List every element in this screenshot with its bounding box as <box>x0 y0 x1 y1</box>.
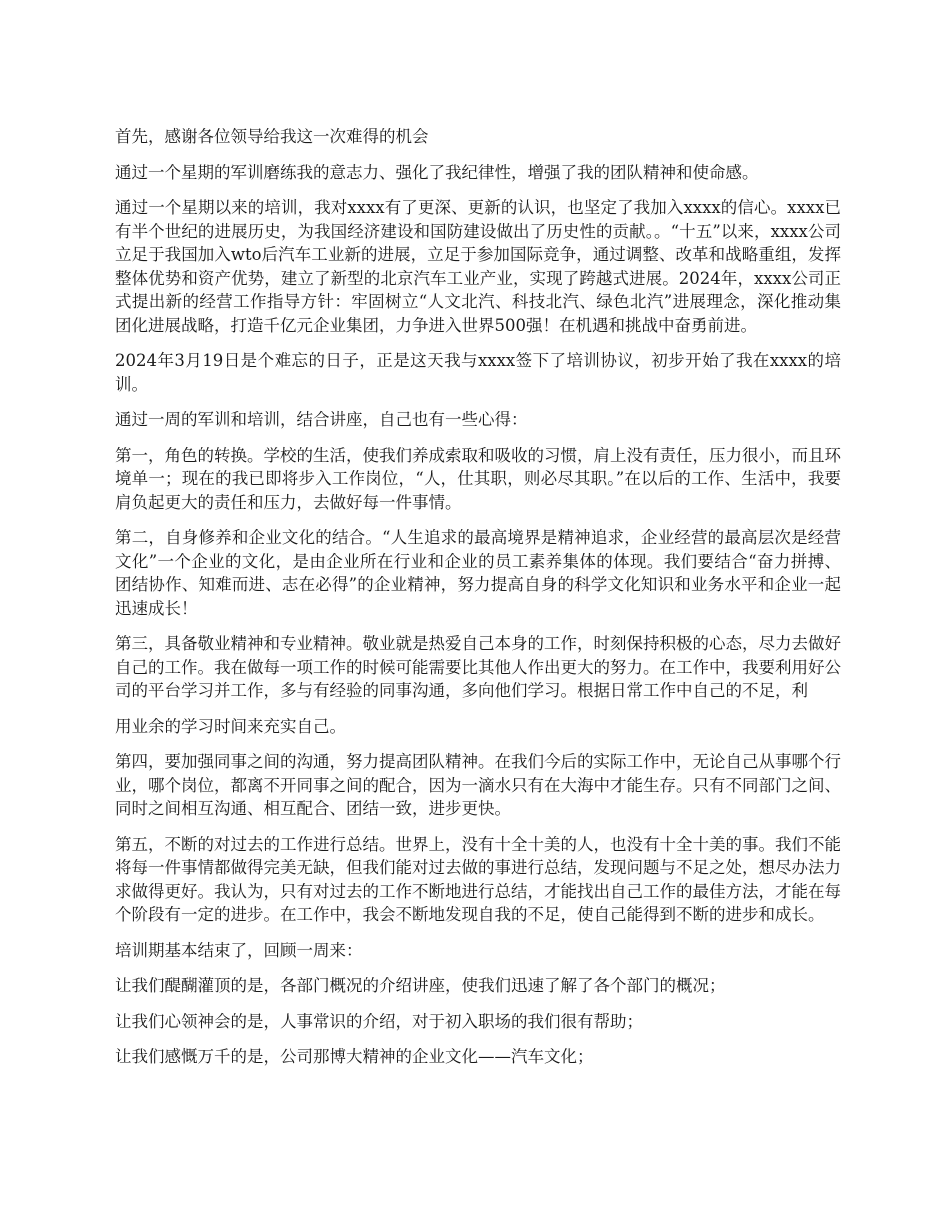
document-body <box>115 125 841 1081</box>
paragraph-point-one: 第一，角色的转换。学校的生活，使我们养成索取和吸收的习惯，肩上没有责任，压力很小，而且环境单一；现在的我已即将步入工作岗位，“人，仕其职，则必尽其职。”在以后的工作、生活中，我要肩负起更大的责任和压力，去做好每一件事情。 <box>115 445 841 512</box>
paragraph-review-intro: 培训期基本结束了，回顾一周来： <box>115 940 363 960</box>
paragraph-point-three-continued: 用业余的学习时间来充实自己。 <box>115 716 346 736</box>
paragraph-point-four: 第四，要加强同事之间的沟通，努力提高团队精神。在我们今后的实际工作中，无论自己从事哪个行业，哪个岗位，都离不开同事之间的配合，因为一滴水只有在大海中才能生存。只有不同部门之间、同时之间相互沟通、相互配合、团结一致，进步更快。 <box>115 752 841 818</box>
paragraph-review-departments: 让我们醍醐灌顶的是，各部门概况的介绍讲座，使我们迅速了解了各个部门的概况； <box>115 976 726 995</box>
paragraph-point-three: 第三，具备敬业精神和专业精神。敬业就是热爱自己本身的工作，时刻保持积极的心态，尽力去做好自己的工作。我在做每一项工作的时候可能需要比其他人作出更大的努力。在工作中，我要利用好公司的平台学习并工作，多与有经验的同事沟通，多向他们学习。根据日常工作中自己的不足，利 <box>115 634 841 700</box>
paragraph-point-five: 第五，不断的对过去的工作进行总结。世界上，没有十全十美的人，也没有十全十美的事。我们不能将每一件事情都做得完美无缺，但我们能对过去做的事进行总结，发现问题与不足之处，想尽办法力求做得更好。我认为，只有对过去的工作不断地进行总结，才能找出自己工作的最佳方法，才能在每个阶段有一定的进步。在工作中，我会不断地发现自我的不足，使自己能得到不断的进步和成长。 <box>115 834 841 924</box>
paragraph-agreement-date: 2024年3月19日是个难忘的日子，正是这天我与xxxx签下了培训协议，初步开始了我在xxxx的培训。 <box>115 351 841 394</box>
paragraph-military-training: 通过一个星期的军训磨练我的意志力、强化了我纪律性，增强了我的团队精神和使命感。 <box>115 162 759 182</box>
paragraph-company-history: 通过一个星期以来的培训，我对xxxx有了更深、更新的认识，也坚定了我加入xxxx的信心。xxxx已有半个世纪的进展历史，为我国经济建设和国防建设做出了历史性的贡献。。“十五”以来，xxxx公司立足于我国加入wto后汽车工业新的进展，立足于参加国际竞争，通过调整、改革和战略重组，发挥整体优势和资产优势，建立了新型的北京汽车工业产业，实现了跨越式进展。2024年，xxxx公司正式提出新的经营工作指导方针：牢固树立“人文北汽、科技北汽、绿色北汽”进展理念，深化推动集团化进展战略，打造千亿元企业集团，力争进入世界500强！在机遇和挑战中奋勇前进。 <box>115 198 841 335</box>
paragraph-insights-intro: 通过一周的军训和培训，结合讲座，自己也有一些心得： <box>115 410 528 429</box>
paragraph-review-hr: 让我们心领神会的是，人事常识的介绍，对于初入职场的我们很有帮助； <box>115 1011 643 1031</box>
paragraph-review-culture: 让我们感慨万千的是，公司那博大精神的企业文化——汽车文化； <box>115 1047 594 1066</box>
paragraph-intro: 首先，感谢各位领导给我这一次难得的机会 <box>115 127 429 146</box>
paragraph-point-two: 第二，自身修养和企业文化的结合。“人生追求的最高境界是精神追求，企业经营的最高层次是经营文化”一个企业的文化，是由企业所在行业和企业的员工素养集体的体现。我们要结合“奋力拼搏、团结协作、知难而进、志在必得”的企业精神，努力提高自身的科学文化知识和业务水平和企业一起迅速成长！ <box>115 528 841 618</box>
